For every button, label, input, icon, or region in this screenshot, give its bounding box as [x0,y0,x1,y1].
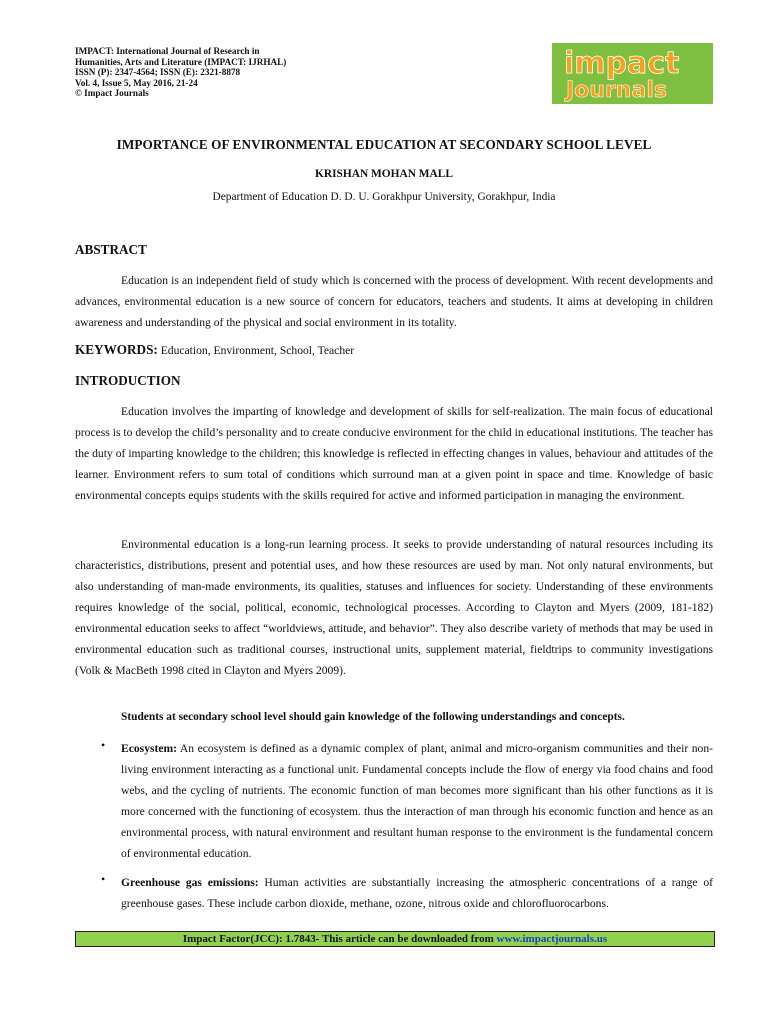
bullet-item-greenhouse [75,872,713,914]
journal-volume: Vol. 4, Issue 5, May 2016, 21-24 [75,77,198,88]
journal-copyright: © Impact Journals [75,88,149,99]
footer-impact-factor: Impact Factor(JCC): 1.7843- This article can be downloaded from [182,933,497,945]
bullet-body [121,738,713,864]
bullet-term: Ecosystem: [121,742,178,755]
footer-website-link[interactable]: www.impactjournals.us [496,933,608,945]
concepts-subheading: Students at secondary school level should gain knowledge of the following understandings and concepts. [121,711,625,723]
bullet-text: An ecosystem is defined as a dynamic complex of plant, animal and micro-organism communities and their non-living environment interacting as a functional unit. Fundamental concepts include the flow of energy via food chains and food webs, and the cycling of nutrients. The economic function of man becomes more significant than his other functions as it is more concerned with the functioning of ecosystem. thus the interaction of man through his economic function and hence as an environmental process, with natural environment and resultant human response to the environment is the fundamental concern of environmental education. [121,742,713,860]
paper-title: IMPORTANCE OF ENVIRONMENTAL EDUCATION AT SECONDARY SCHOOL LEVEL [116,137,652,152]
keywords [75,342,354,358]
journal-name-line1: IMPACT: International Journal of Research in [75,46,260,56]
svg-text:impact: impact [564,46,680,81]
author-affiliation: Department of Education D. D. U. Gorakhpur University, Gorakhpur, India [212,191,556,203]
journal-info [75,46,345,99]
svg-text:Journals: Journals [566,78,667,103]
introduction-heading: INTRODUCTION [75,373,181,388]
bullet-icon: • [101,738,106,752]
introduction-paragraph-1: Education involves the imparting of knowledge and development of skills for self-realization. The main focus of educational process is to develop the child’s personality and to create conducive environment for the child in educational institutions. The teacher has the duty of imparting knowledge to the children; this knowledge is reflected in effecting changes in values, behaviour and attitudes of the learner. Environment refers to sum total of conditions which surround man at a given point in space and time. Knowledge of basic environmental concepts equips students with the skills required for active and informed participation in managing the environment. [75,405,713,502]
introduction-paragraph-2: Environmental education is a long-run learning process. It seeks to provide understanding of natural resources including its characteristics, distributions, present and potential uses, and how these resources are used by man. Not only natural environments, but also understanding of man-made environments, its qualities, statuses and influences for society. Understanding of these environments requires knowledge of the social, political, economic, technological processes. According to Clayton and Myers (2009, 181-182) environmental education seeks to affect “worldviews, attitude, and behavior”. They also describe variety of methods that may be used in environmental education such as traditional courses, instructional units, supplement material, fieldtrips to community investigations (Volk & MacBeth 1998 cited in Clayton and Myers 2009). [75,538,713,677]
bullet-body [121,872,713,914]
keywords-label: KEYWORDS: [75,342,158,357]
bullet-icon: • [101,872,106,886]
bullet-text: Human activities are substantially increasing the atmospheric concentrations of a range of greenhouse gases. These include carbon dioxide, methane, ozone, nitrous oxide and chlorofluorocarbons. [121,876,713,910]
abstract-text: Education is an independent field of study which is concerned with the process of development. With recent developments and advances, environmental education is a new source of concern for educators, teachers and students. It aims at developing in children awareness and understanding of the physical and social environment in its totality. [75,274,713,329]
abstract-heading: ABSTRACT [75,242,147,257]
bullet-item-ecosystem [75,738,713,864]
journal-name-line2: Humanities, Arts and Literature (IMPACT: IJRHAL) [75,56,287,67]
paper-author: KRISHAN MOHAN MALL [315,168,453,180]
footer-banner [75,931,715,947]
journal-issn: ISSN (P): 2347-4564; ISSN (E): 2321-8878 [75,67,241,78]
bullet-term: Greenhouse gas emissions: [121,876,259,889]
keywords-text: Education, Environment, School, Teacher [157,344,355,357]
impact-journals-logo [552,43,713,104]
